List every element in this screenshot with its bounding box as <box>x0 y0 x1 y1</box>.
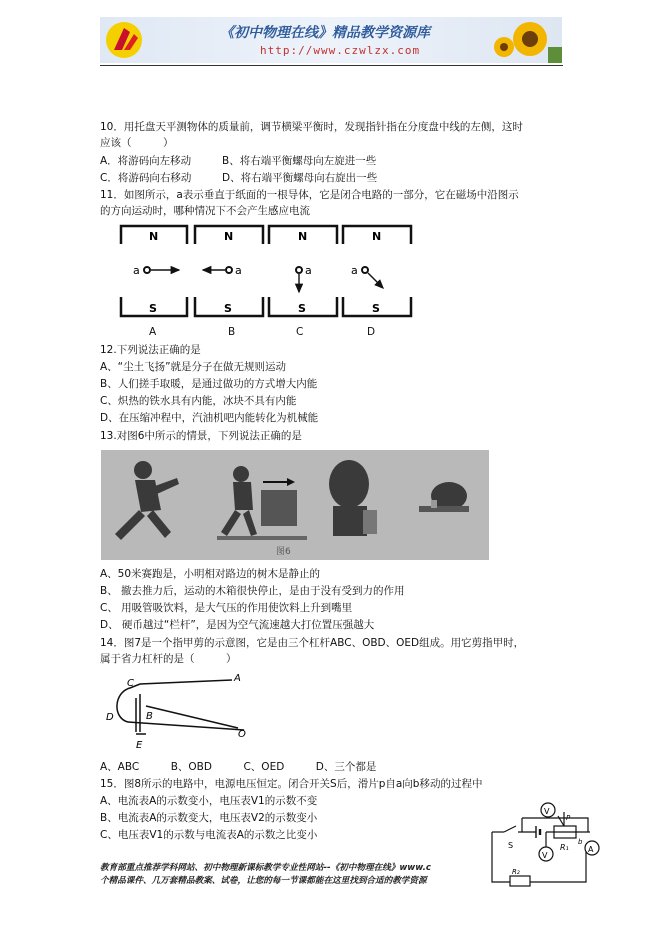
q12-option-a: A、“尘土飞扬”就是分子在做无规则运动 <box>100 361 287 373</box>
fig11-label-c: C <box>296 326 304 338</box>
fig11-label-d: D <box>367 326 376 338</box>
conductor-d <box>362 267 368 273</box>
circuit-label-ammeter: A <box>588 845 594 854</box>
clipper-label-b: B <box>146 711 153 722</box>
q15-option-a: A、电流表A的示数变小，电压表V1的示数不变 <box>100 795 318 807</box>
conductor-label-b: a <box>235 264 242 277</box>
sunflower-icon <box>492 17 562 63</box>
circuit-label-p: P <box>566 814 571 822</box>
resistor-r2 <box>510 876 530 886</box>
q13-stem: 13.对图6中所示的情景，下列说法正确的是 <box>100 430 302 442</box>
q14-options: A、ABC B、OBD C、OED D、三个都是 <box>100 761 377 773</box>
footer-line-1: 教育部重点推荐学科网站、初中物理新课标教学专业性网站--《初中物理在线》www.c <box>100 863 431 873</box>
clipper-label-c: C <box>127 678 134 689</box>
header-rule <box>100 65 563 66</box>
q12-option-b: B、人们搓手取暖，是通过做功的方式增大内能 <box>100 378 318 390</box>
pole-n-a: N <box>149 230 159 243</box>
q14-stem-1: 14．图7是一个指甲剪的示意图，它是由三个杠杆ABC、OBD、OED组成。用它剪指甲时， <box>100 637 525 649</box>
circuit-label-v-top: V <box>544 807 550 816</box>
clipper-label-o: O <box>238 729 246 740</box>
q13-option-d: D、 硬币越过“栏杆”，是因为空气流速越大打位置压强越大 <box>100 619 375 631</box>
circuit-label-r2: R₂ <box>512 868 520 876</box>
nail-clipper-figure <box>100 670 260 750</box>
logo-icon <box>104 20 144 60</box>
circuit-label-v-mid: V <box>542 851 548 860</box>
circuit-figure <box>484 798 604 890</box>
figure-6-label: 图6 <box>276 547 291 557</box>
q11-stem-1: 11．如图所示，a表示垂直于纸面的一根导体，它是闭合电路的一部分，它在磁场中沿图示 <box>100 189 519 201</box>
fig11-label-b: B <box>228 326 236 338</box>
q12-stem: 12.下列说法正确的是 <box>100 344 201 356</box>
pole-s-a: S <box>149 302 157 315</box>
figure-6-photo <box>101 450 489 560</box>
clipper-label-d: D <box>106 712 114 723</box>
circuit-label-switch: S <box>508 841 514 850</box>
q10-option-b: B、将右端平衡螺母向左旋进一些 <box>222 155 377 167</box>
conductor-label-d: a <box>351 264 358 277</box>
pole-s-b: S <box>224 302 232 315</box>
circuit-label-b: b <box>578 838 583 846</box>
q10-stem-1: 10．用托盘天平测物体的质量前，调节横梁平衡时，发现指针指在分度盘中线的左侧，这时 <box>100 121 523 133</box>
conductor-c <box>296 267 302 273</box>
conductor-label-a: a <box>133 264 140 277</box>
q13-option-a: A、50米赛跑是，小明相对路边的树木是静止的 <box>100 568 321 580</box>
pole-n-b: N <box>224 230 234 243</box>
q14-stem-2: 属于省力杠杆的是（ ） <box>100 653 237 665</box>
conductor-label-c: a <box>305 264 312 277</box>
clipper-label-e: E <box>136 740 143 750</box>
pole-n-d: N <box>372 230 382 243</box>
q10-option-d: D、将右端平衡螺母向右旋出一些 <box>222 172 378 184</box>
q13-option-b: B、 撤去推力后，运动的木箱很快停止，是由于没有受到力的作用 <box>100 585 405 597</box>
q15-option-c: C、电压表V1的示数与电流表A的示数之比变小 <box>100 829 318 841</box>
q12-option-c: C、炽热的铁水具有内能，冰块不具有内能 <box>100 395 297 407</box>
q11-stem-2: 的方向运动时，哪种情况下不会产生感应电流 <box>100 205 310 217</box>
conductor-a <box>144 267 150 273</box>
pole-s-c: S <box>298 302 306 315</box>
pole-n-c: N <box>298 230 308 243</box>
q12-option-d: D、在压缩冲程中，汽油机吧内能转化为机械能 <box>100 412 319 424</box>
q10-option-c: C．将游码向右移动 <box>100 172 192 184</box>
pole-s-d: S <box>372 302 380 315</box>
fig11-label-a: A <box>149 326 157 338</box>
conductor-b <box>226 267 232 273</box>
motion-arrow-d <box>368 273 383 288</box>
footer-line-2: 个精品课件、几万套精品教案、试卷，让您的每一节课都能在这里找到合适的教学资源 <box>100 876 427 886</box>
q13-option-c: C、 用吸管吸饮料，是大气压的作用使饮料上升到嘴里 <box>100 602 353 614</box>
banner-url[interactable]: http://www.czwlzx.com <box>260 44 421 57</box>
magnet-figure <box>115 222 415 342</box>
circuit-label-r1: R₁ <box>560 843 569 852</box>
q15-option-b: B、电流表A的示数变大，电压表V2的示数变小 <box>100 812 318 824</box>
q10-stem-2: 应该（ ） <box>100 137 174 149</box>
figure-6-scenes <box>101 450 489 560</box>
switch-lever <box>504 826 516 832</box>
q15-stem: 15．图8所示的电路中，电源电压恒定。闭合开关S后，滑片p自a向b移动的过程中 <box>100 778 483 790</box>
header-banner <box>100 17 562 63</box>
banner-title: 《初中物理在线》精品教学资源库 <box>220 25 430 41</box>
q10-option-a: A．将游码向左移动 <box>100 155 192 167</box>
clipper-label-a: A <box>234 673 241 684</box>
